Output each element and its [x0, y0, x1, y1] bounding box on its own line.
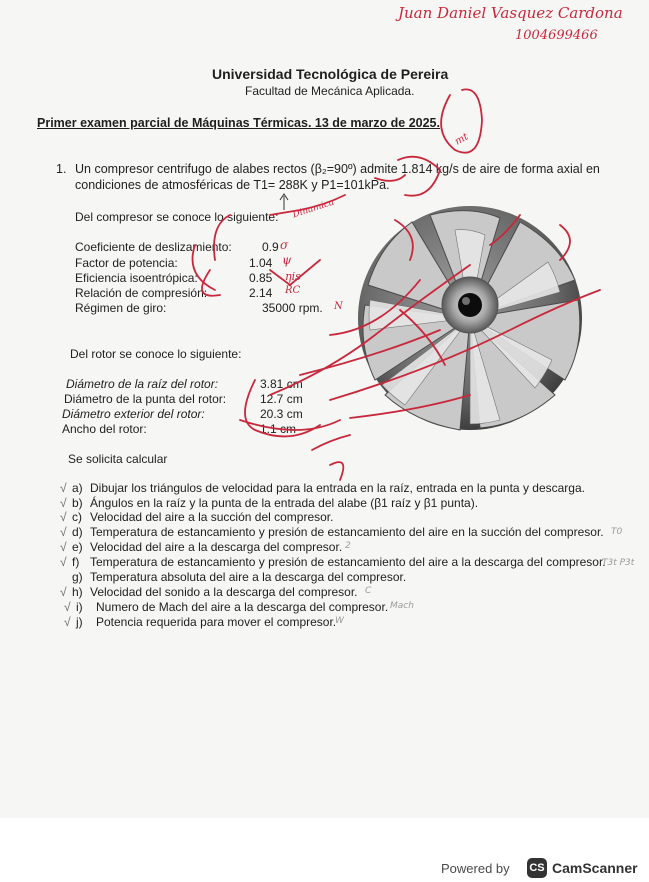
pencil-note: T3t P3t — [602, 558, 635, 568]
handwritten-mt: mt — [453, 131, 471, 148]
rotor-label: Diámetro de la raíz del rotor: — [66, 377, 219, 391]
problem-statement-line1: Un compresor centrifugo de alabes rectos (β₂=90º) admite 1.814 kg/s de aire de forma axial en — [75, 162, 600, 176]
pencil-note: 2 — [345, 541, 351, 551]
param-label: Relación de compresión: — [75, 286, 208, 300]
item-text: Potencia requerida para mover el compresor. — [96, 615, 337, 629]
param-label: Eficiencia isoentrópica: — [75, 271, 198, 285]
check-mark: √ — [64, 615, 71, 629]
compressor-intro: Del compresor se conoce lo siguiente: — [75, 210, 279, 224]
param-value: 0.9 — [262, 240, 279, 254]
item-text: Numero de Mach del aire a la descarga del compresor. — [96, 600, 389, 614]
rotor-value: 1.1 cm — [260, 422, 297, 436]
item-text: Velocidad del aire a la succión del compresor. — [90, 510, 334, 524]
item-text: Velocidad del aire a la descarga del compresor. — [90, 540, 343, 554]
check-mark: √ — [60, 555, 67, 569]
handwritten-psi: ψ — [282, 253, 292, 267]
item-text: Velocidad del sonido a la descarga del compresor. — [90, 585, 358, 599]
handwritten-eta: ηis — [285, 270, 301, 283]
problem-number: 1. — [56, 162, 67, 176]
exam-title: Primer examen parcial de Máquinas Térmicas. 13 de marzo de 2025. — [37, 116, 440, 130]
check-mark: √ — [60, 525, 67, 539]
item-letter: b) — [72, 496, 83, 510]
pen-arrow — [280, 194, 288, 210]
rotor-label: Ancho del rotor: — [62, 422, 147, 436]
faculty-name: Facultad de Mecánica Aplicada. — [245, 84, 415, 98]
item-letter: f) — [72, 555, 80, 569]
rotor-value: 20.3 cm — [260, 407, 303, 421]
param-value: 1.04 — [249, 256, 273, 270]
check-mark: √ — [64, 600, 71, 614]
impeller-wheel — [358, 206, 582, 430]
item-letter: d) — [72, 525, 83, 539]
param-label: Factor de potencia: — [75, 256, 178, 270]
item-text: Temperatura absoluta del aire a la descarga del compresor. — [90, 570, 407, 584]
handwritten-rc: RC — [285, 285, 301, 296]
pencil-note: C — [365, 586, 372, 596]
rotor-intro: Del rotor se conoce lo siguiente: — [70, 347, 242, 361]
item-letter: c) — [72, 510, 82, 524]
camscanner-brand: CamScanner — [552, 860, 638, 876]
item-letter: g) — [72, 570, 83, 584]
check-mark: √ — [60, 540, 67, 554]
pencil-note: T0 — [611, 527, 623, 537]
university-name: Universidad Tecnológica de Pereira — [212, 66, 449, 82]
check-mark: √ — [60, 585, 67, 599]
param-value: 0.85 — [249, 271, 273, 285]
rotor-label: Diámetro exterior del rotor: — [62, 407, 205, 421]
check-mark: √ — [60, 510, 67, 524]
item-letter: e) — [72, 540, 83, 554]
pencil-note: Mach — [390, 601, 414, 611]
item-text: Temperatura de estancamiento y presión de estancamiento del aire en la succión del compresor. — [90, 525, 604, 539]
item-text: Dibujar los triángulos de velocidad para la entrada en la raíz, entrada en la punta y descarga. — [90, 481, 585, 495]
param-value: 2.14 — [249, 286, 273, 300]
camscanner-logo-icon: CS — [527, 858, 547, 878]
rotor-label: Diámetro de la punta del rotor: — [64, 392, 227, 406]
item-letter: h) — [72, 585, 83, 599]
pencil-note: W — [335, 616, 344, 626]
check-mark: √ — [60, 481, 67, 495]
item-text: Temperatura de estancamiento y presión de estancamiento del aire a la descarga del compresor. — [90, 555, 606, 569]
powered-by-text: Powered by — [441, 861, 510, 876]
item-letter: a) — [72, 481, 83, 495]
param-value: 35000 rpm. — [262, 301, 323, 315]
param-label: Régimen de giro: — [75, 301, 167, 315]
handwritten-sigma: σ — [280, 238, 289, 252]
param-label: Coeficiente de deslizamiento: — [75, 240, 232, 254]
handwritten-n: N — [334, 301, 343, 312]
request-intro: Se solicita calcular — [68, 452, 168, 466]
rotor-value: 12.7 cm — [260, 392, 303, 406]
rotor-value: 3.81 cm — [260, 377, 303, 391]
handwritten-id: 1004699466 — [515, 28, 598, 43]
handwritten-dinamica: Dinamica — [291, 197, 336, 221]
problem-statement-line2: condiciones de atmosféricas de T1= 288K y P1=101kPa. — [75, 178, 390, 192]
item-text: Ángulos en la raíz y la punta de la entrada del alabe (β1 raíz y β1 punta). — [90, 496, 479, 510]
item-letter: i) — [76, 600, 83, 614]
item-letter: j) — [76, 615, 83, 629]
check-mark: √ — [60, 496, 67, 510]
handwritten-name: Juan Daniel Vasquez Cardona — [398, 4, 623, 22]
